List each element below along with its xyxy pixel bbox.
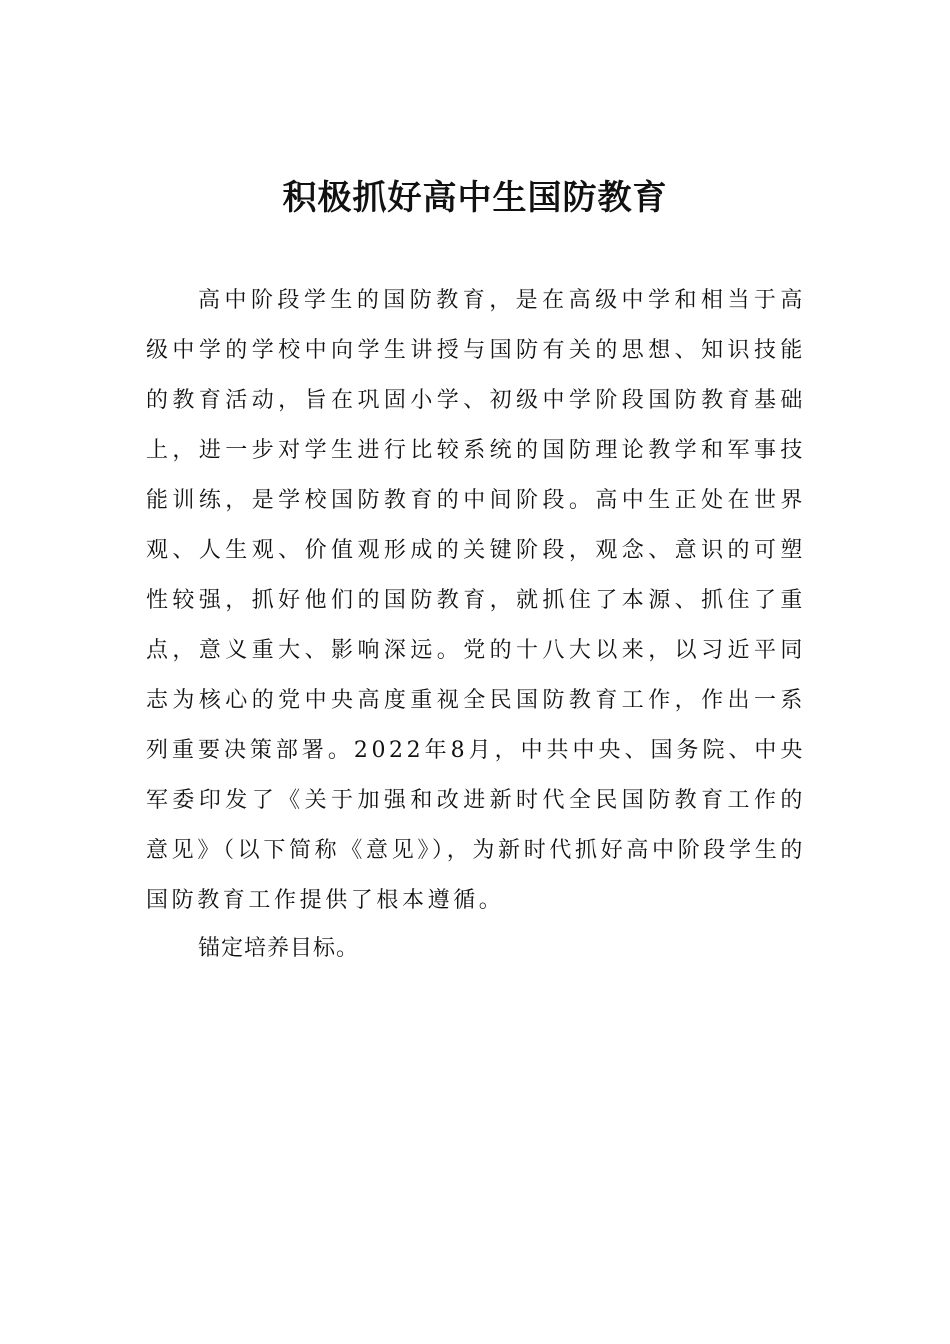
- document-title: 积极抓好高中生国防教育: [282, 178, 668, 218]
- body-paragraph: 高中阶段学生的国防教育，是在高级中学和相当于高级中学的学校中向学生讲授与国防有关的思想、知识技能的教育活动，旨在巩固小学、初级中学阶段国防教育基础上，进一步对学生进行比较系统的国防理论教学和军事技能训练，是学校国防教育的中间阶段。高中生正处在世界观、人生观、价值观形成的关键阶段，观念、意识的可塑性较强，抓好他们的国防教育，就抓住了本源、抓住了重点，意义重大、影响深远。党的十八大以来，以习近平同志为核心的党中央高度重视全民国防教育工作，作出一系列重要决策部署。2022年8月，中共中央、国务院、中央军委印发了《关于加强和改进新时代全民国防教育工作的意见》（以下简称《意见》），为新时代抓好高中阶段学生的国防教育工作提供了根本遵循。: [146, 288, 806, 913]
- section-heading: 锚定培养目标。: [198, 936, 360, 961]
